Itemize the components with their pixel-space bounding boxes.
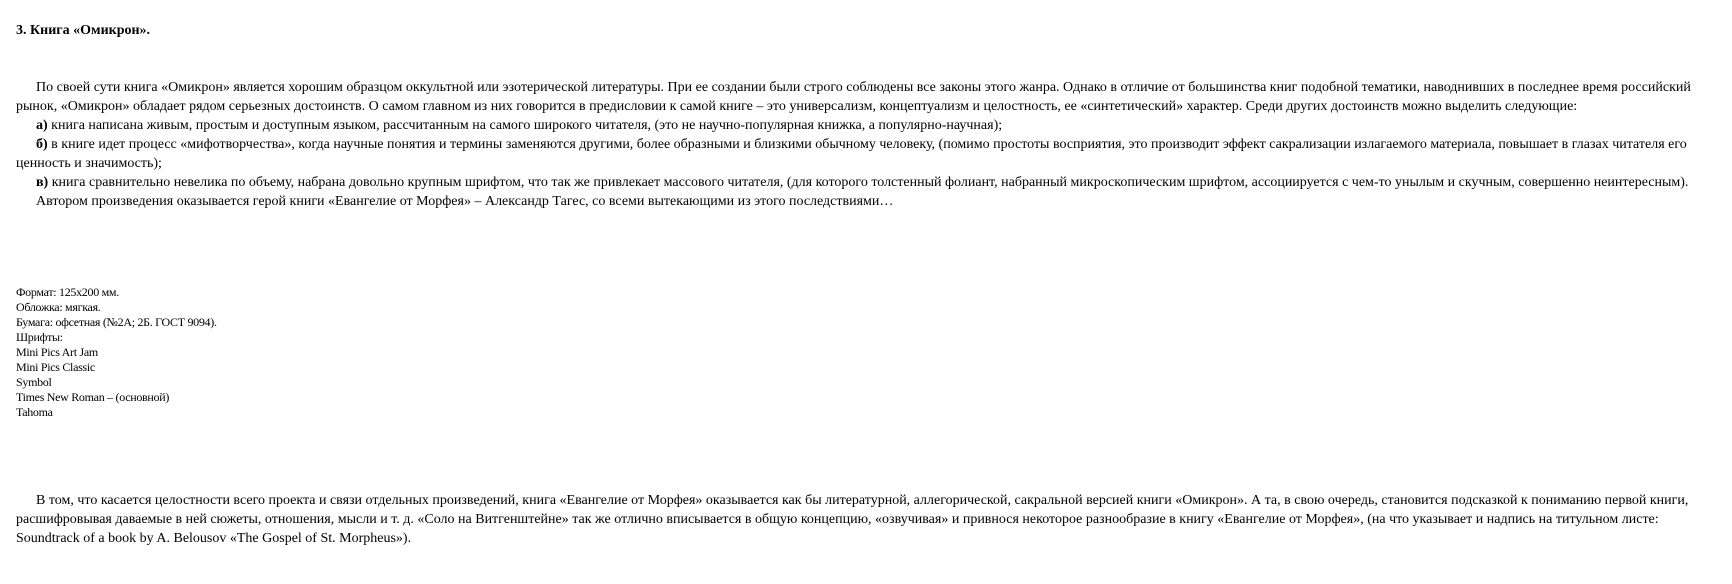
spec-fonts-label: Шрифты: xyxy=(16,330,63,344)
spec-font-item: Mini Pics Classic xyxy=(16,360,95,374)
advantage-item-c xyxy=(16,173,1716,192)
spec-format: Формат: 125x200 мм. xyxy=(16,285,119,299)
spec-cover: Обложка: мягкая. xyxy=(16,300,101,314)
advantage-marker: в) xyxy=(36,175,49,190)
spec-font-item: Mini Pics Art Jam xyxy=(16,345,98,359)
description-block xyxy=(16,78,1716,211)
closing-paragraph: В том, что касается целостности всего проекта и связи отдельных произведений, книга «Евангелие от Морфея» оказывается как бы литературной, аллегорической, сакральной версией книги «Омикрон». А та, в свою очередь, становится подсказкой к пониманию первой книги, расшифровывая даваемые в ней сюжеты, отношения, мысли и т. д. «Соло на Витгенштейне» так же отлично вписывается в общую концепцию, «озвучивая» и привнося некоторое разнообразие в книгу «Евангелие от Морфея», (на что указывает и надпись на титульном листе: Soundtrack of a book by A. Belousov «The Gospel of St. Morpheus»). xyxy=(16,493,1689,546)
spec-font-item: Times New Roman – (основной) xyxy=(16,390,170,404)
author-paragraph: Автором произведения оказывается герой книги «Евангелие от Морфея» – Александр Тагес, со всеми вытекающими из этого последствиями… xyxy=(36,194,894,209)
advantage-text: книга написана живым, простым и доступным языком, рассчитанным на самого широкого читателя, (это не научно-популярная книжка, а популярно-научная); xyxy=(51,118,1003,133)
spec-font-item: Tahoma xyxy=(16,405,53,419)
intro-paragraph: По своей сути книга «Омикрон» является хорошим образцом оккультной или эзотерической литературы. При ее создании были строго соблюдены все законы этого жанра. Однако в отличие от большинства книг подобной тематики, наводнивших в последнее время российский рынок, «Омикрон» обладает рядом серьезных достоинств. О самом главном из них говорится в предисловии к самой книге – это универсализм, концептуализм и целостность, ее «синтетический» характер. Среди других достоинств можно выделить следующие: xyxy=(16,80,1691,114)
section-heading: 3. Книга «Омикрон». xyxy=(16,23,151,38)
advantage-marker: а) xyxy=(36,118,48,133)
advantage-item-b xyxy=(16,135,1716,173)
spec-paper: Бумага: офсетная (№2А; 2Б. ГОСТ 9094). xyxy=(16,315,217,329)
advantage-item-a xyxy=(16,116,1716,135)
spec-font-item: Symbol xyxy=(16,375,52,389)
closing-block xyxy=(16,491,1716,548)
advantage-text: книга сравнительно невелика по объему, набрана довольно крупным шрифтом, что так же привлекает массового читателя, (для которого толстенный фолиант, набранный микроскопическим шрифтом, ассоциируется с чем-то унылым и скучным, совершенно неинтересным). xyxy=(51,175,1689,190)
book-specs xyxy=(16,285,217,420)
advantage-marker: б) xyxy=(36,137,48,152)
advantage-text: в книге идет процесс «мифотворчества», когда научные понятия и термины заменяются другими, более образными и близкими обычному человеку, (помимо простоты восприятия, это производит эффект сакрализации излагаемого материала, повышает в глазах читателя его ценность и значимость); xyxy=(16,137,1687,171)
